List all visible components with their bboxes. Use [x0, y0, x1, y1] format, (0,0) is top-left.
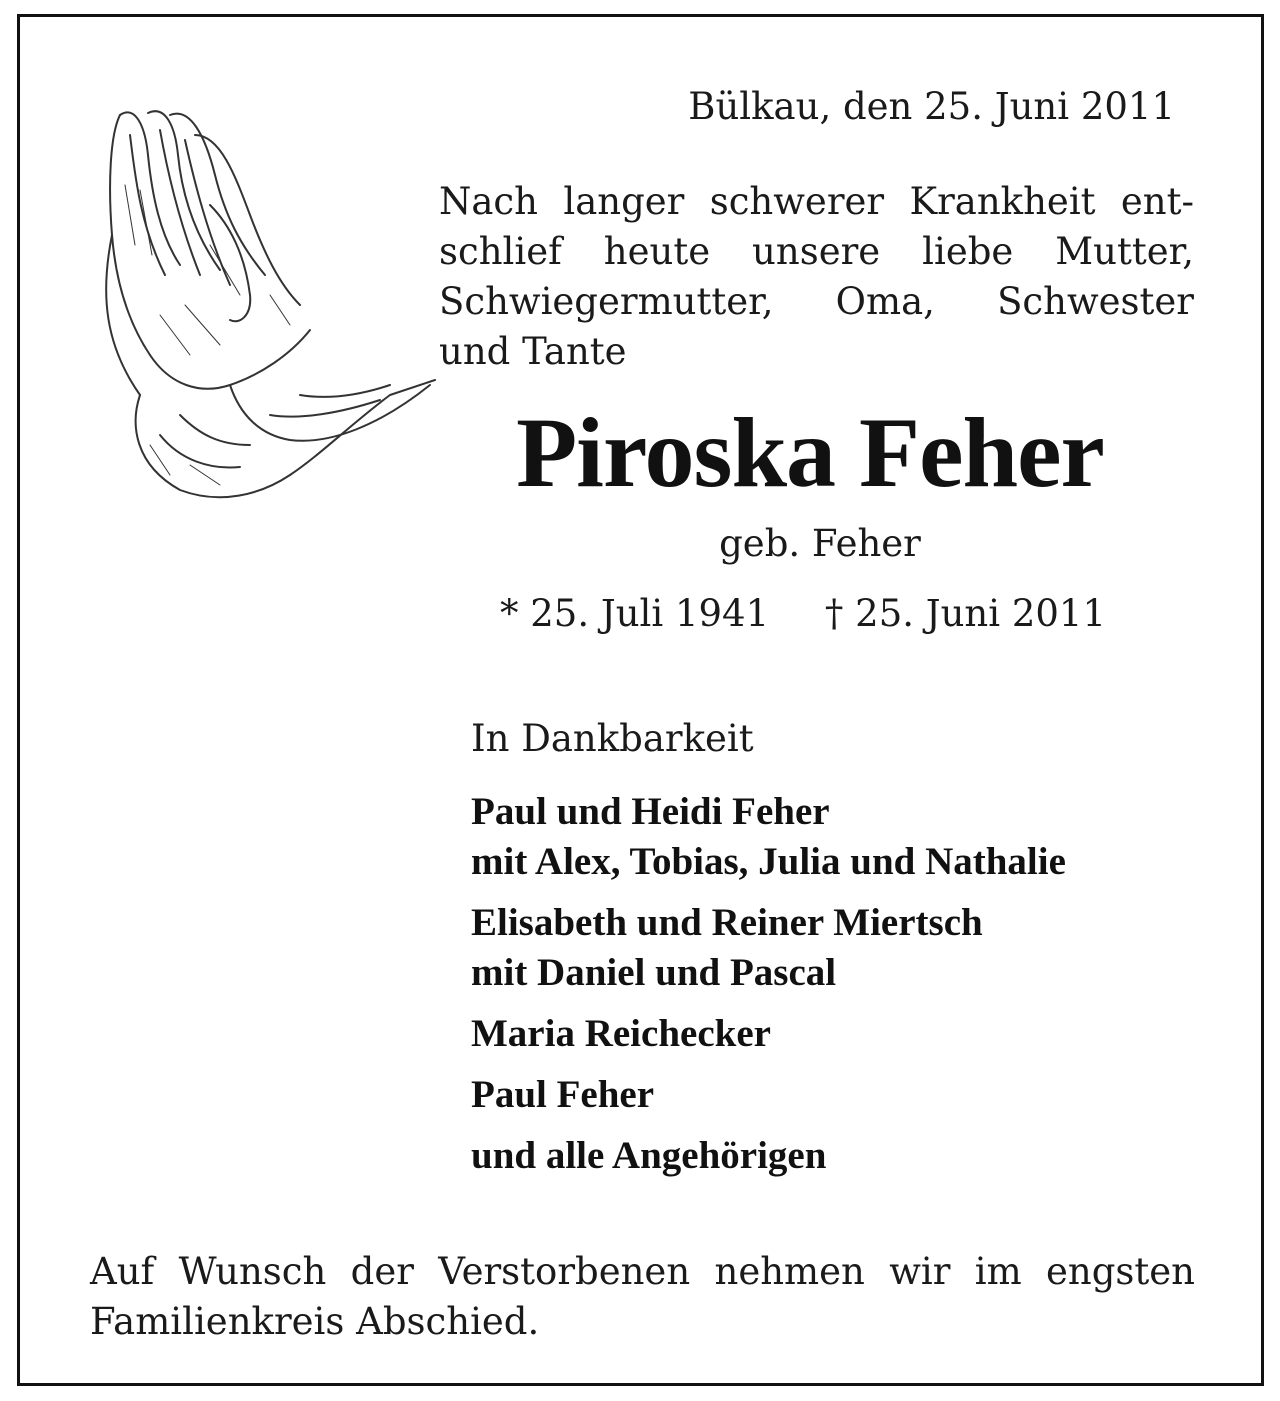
mourner-group — [471, 787, 1066, 887]
intro-line: Nach langer schwerer Krankheit ent- — [439, 180, 1194, 223]
life-dates — [500, 592, 1106, 635]
mourner-group — [471, 1070, 1066, 1120]
birth-date: * 25. Juli 1941 — [500, 592, 770, 635]
intro-line: schlief heute unsere liebe Mutter, — [439, 230, 1194, 273]
intro-text — [439, 177, 1194, 377]
mourners-list — [471, 787, 1066, 1192]
deceased-name: Piroska Feher — [516, 397, 1104, 508]
praying-hands-icon — [90, 95, 440, 505]
death-date: † 25. Juni 2011 — [824, 592, 1107, 635]
thanks-label: In Dankbarkeit — [471, 717, 754, 760]
mourner-line: mit Daniel und Pascal — [471, 951, 837, 994]
mourner-line: mit Alex, Tobias, Julia und Nathalie — [471, 840, 1066, 883]
closing-line: Familienkreis Abschied. — [90, 1300, 540, 1343]
mourner-line: Elisabeth und Reiner Miertsch — [471, 901, 983, 944]
mourner-group — [471, 898, 1066, 998]
obituary-frame — [17, 14, 1264, 1386]
intro-line: Schwiegermutter, Oma, Schwester — [439, 280, 1194, 323]
mourner-group — [471, 1009, 1066, 1059]
mourner-line: Paul und Heidi Feher — [471, 790, 830, 833]
mourner-line: Paul Feher — [471, 1073, 655, 1116]
mourner-line: und alle Angehörigen — [471, 1134, 827, 1177]
mourner-group — [471, 1131, 1066, 1181]
intro-line: und Tante — [439, 330, 627, 373]
closing-line: Auf Wunsch der Verstorbenen nehmen wir im engsten — [90, 1250, 1195, 1293]
place-date: Bülkau, den 25. Juni 2011 — [688, 85, 1175, 128]
closing-text — [90, 1247, 1195, 1347]
mourner-line: Maria Reichecker — [471, 1012, 771, 1055]
birth-name: geb. Feher — [719, 522, 921, 565]
